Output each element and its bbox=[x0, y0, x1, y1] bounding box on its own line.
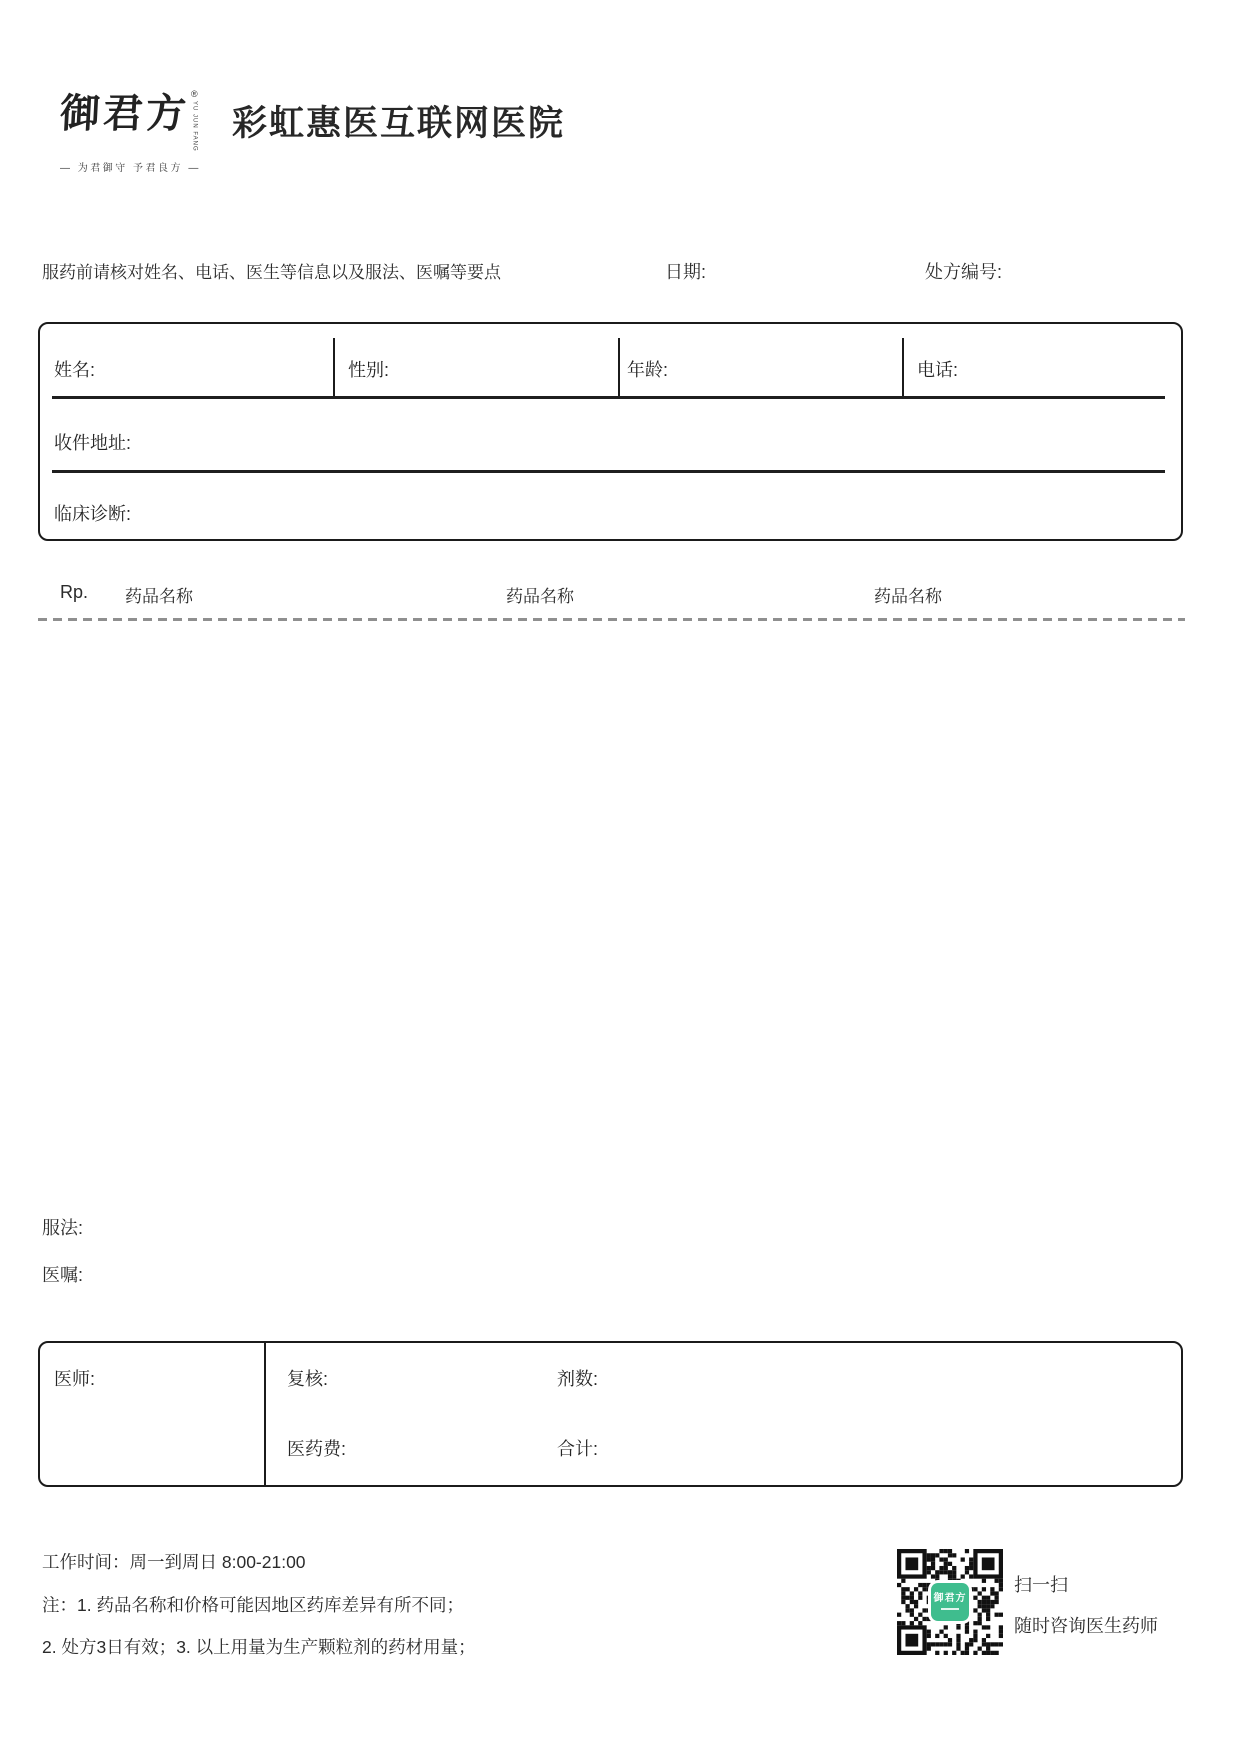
logo-text: 御君方 bbox=[58, 90, 191, 137]
qr-center-bar bbox=[941, 1608, 959, 1610]
usage-label: 服法: bbox=[42, 1218, 84, 1238]
note-line-2: 2. 处方3日有效；3. 以上用量为生产颗粒剂的药材用量； bbox=[42, 1637, 476, 1657]
divider bbox=[618, 338, 620, 396]
dose-count-label: 剂数: bbox=[557, 1369, 599, 1389]
hospital-name: 彩虹惠医互联网医院 bbox=[232, 104, 566, 143]
rp-header-row bbox=[0, 582, 1240, 608]
working-hours: 工作时间：周一到周日 8:00-21:00 bbox=[42, 1552, 306, 1572]
divider bbox=[264, 1343, 266, 1485]
qr-center-text: 御君方 bbox=[933, 1593, 967, 1604]
age-label: 年龄: bbox=[627, 360, 669, 380]
qr-code bbox=[897, 1549, 1003, 1655]
logo-vertical-text: YU JUN FANG bbox=[191, 101, 198, 152]
review-label: 复核: bbox=[287, 1369, 329, 1389]
physician-label: 医师: bbox=[54, 1369, 96, 1389]
name-label: 姓名: bbox=[54, 360, 96, 380]
note-line-1: 注：1. 药品名称和价格可能因地区药库差异有所不同； bbox=[42, 1595, 464, 1615]
logo-side bbox=[191, 90, 198, 152]
logo-tagline: — 为君御守 予君良方 — bbox=[60, 162, 201, 174]
logo-main bbox=[58, 89, 201, 152]
diagnosis-label: 临床诊断: bbox=[54, 504, 132, 524]
patient-info-box bbox=[38, 322, 1183, 541]
total-label: 合计: bbox=[557, 1439, 599, 1459]
registered-mark-icon: ® bbox=[191, 89, 198, 99]
dashed-separator bbox=[38, 618, 1185, 621]
signoff-box bbox=[38, 1341, 1183, 1487]
date-label: 日期: bbox=[665, 262, 707, 282]
gender-label: 性别: bbox=[348, 360, 390, 380]
scan-sub-label: 随时咨询医生药师 bbox=[1014, 1616, 1158, 1636]
phone-label: 电话: bbox=[917, 360, 959, 380]
medicine-fee-label: 医药费: bbox=[287, 1439, 347, 1459]
yujunfang-logo bbox=[58, 89, 201, 174]
qr-center-logo bbox=[931, 1583, 969, 1621]
verification-notice: 服药前请核对姓名、电话、医生等信息以及服法、医嘱等要点 bbox=[42, 263, 501, 282]
scan-label: 扫一扫 bbox=[1014, 1575, 1068, 1595]
divider bbox=[52, 470, 1165, 473]
divider bbox=[333, 338, 335, 396]
divider bbox=[52, 396, 1165, 399]
divider bbox=[902, 338, 904, 396]
address-label: 收件地址: bbox=[54, 433, 132, 453]
drug-name-column-header: 药品名称 bbox=[125, 587, 193, 606]
rx-number-label: 处方编号: bbox=[925, 262, 1003, 282]
doctor-advice-label: 医嘱: bbox=[42, 1265, 84, 1285]
drug-name-column-header: 药品名称 bbox=[506, 587, 574, 606]
drug-name-column-header: 药品名称 bbox=[874, 587, 942, 606]
patient-row-basic bbox=[40, 324, 1181, 396]
rp-label: Rp. bbox=[60, 582, 89, 602]
